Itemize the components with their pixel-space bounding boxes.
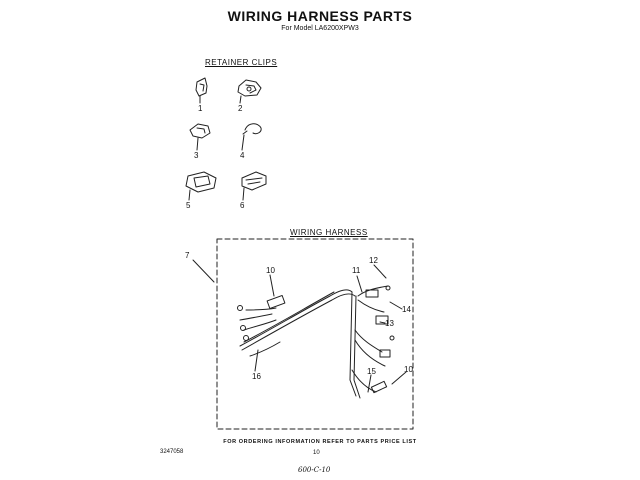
callout-13: 13 xyxy=(385,319,394,328)
ordering-note: FOR ORDERING INFORMATION REFER TO PARTS PRICE LIST xyxy=(223,439,417,445)
callout-14: 14 xyxy=(402,305,411,314)
callout-10-bottom: 10 xyxy=(404,365,413,374)
callout-7-leader xyxy=(193,260,214,282)
callout-11: 11 xyxy=(352,266,361,275)
callout-7: 7 xyxy=(185,251,190,260)
callout-2: 2 xyxy=(238,104,243,113)
harness-drawing xyxy=(238,286,395,398)
callout-3: 3 xyxy=(194,151,199,160)
clip-1-drawing xyxy=(196,78,207,103)
callout-5: 5 xyxy=(186,201,191,210)
clip-2-drawing xyxy=(238,80,261,103)
callout-6: 6 xyxy=(240,201,245,210)
callout-15: 15 xyxy=(367,367,376,376)
model-subtitle: For Model LA6200XPW3 xyxy=(281,25,359,32)
callout-10-top: 10 xyxy=(266,266,275,275)
page-title: WIRING HARNESS PARTS xyxy=(227,8,413,24)
retainer-clips-label: RETAINER CLIPS xyxy=(205,58,278,67)
callout-12: 12 xyxy=(369,256,378,265)
clip-4-drawing xyxy=(242,124,261,150)
handwritten-note: 600-C-10 xyxy=(298,466,331,474)
page-number: 10 xyxy=(313,450,320,456)
wiring-harness-label: WIRING HARNESS xyxy=(290,228,368,237)
callout-4: 4 xyxy=(240,151,245,160)
callout-16: 16 xyxy=(252,372,261,381)
clip-5-drawing xyxy=(186,172,216,200)
clip-3-drawing xyxy=(190,124,210,150)
clip-6-drawing xyxy=(242,172,266,200)
callout-1: 1 xyxy=(198,104,203,113)
harness-border xyxy=(217,239,413,429)
part-number: 3247058 xyxy=(160,449,184,455)
